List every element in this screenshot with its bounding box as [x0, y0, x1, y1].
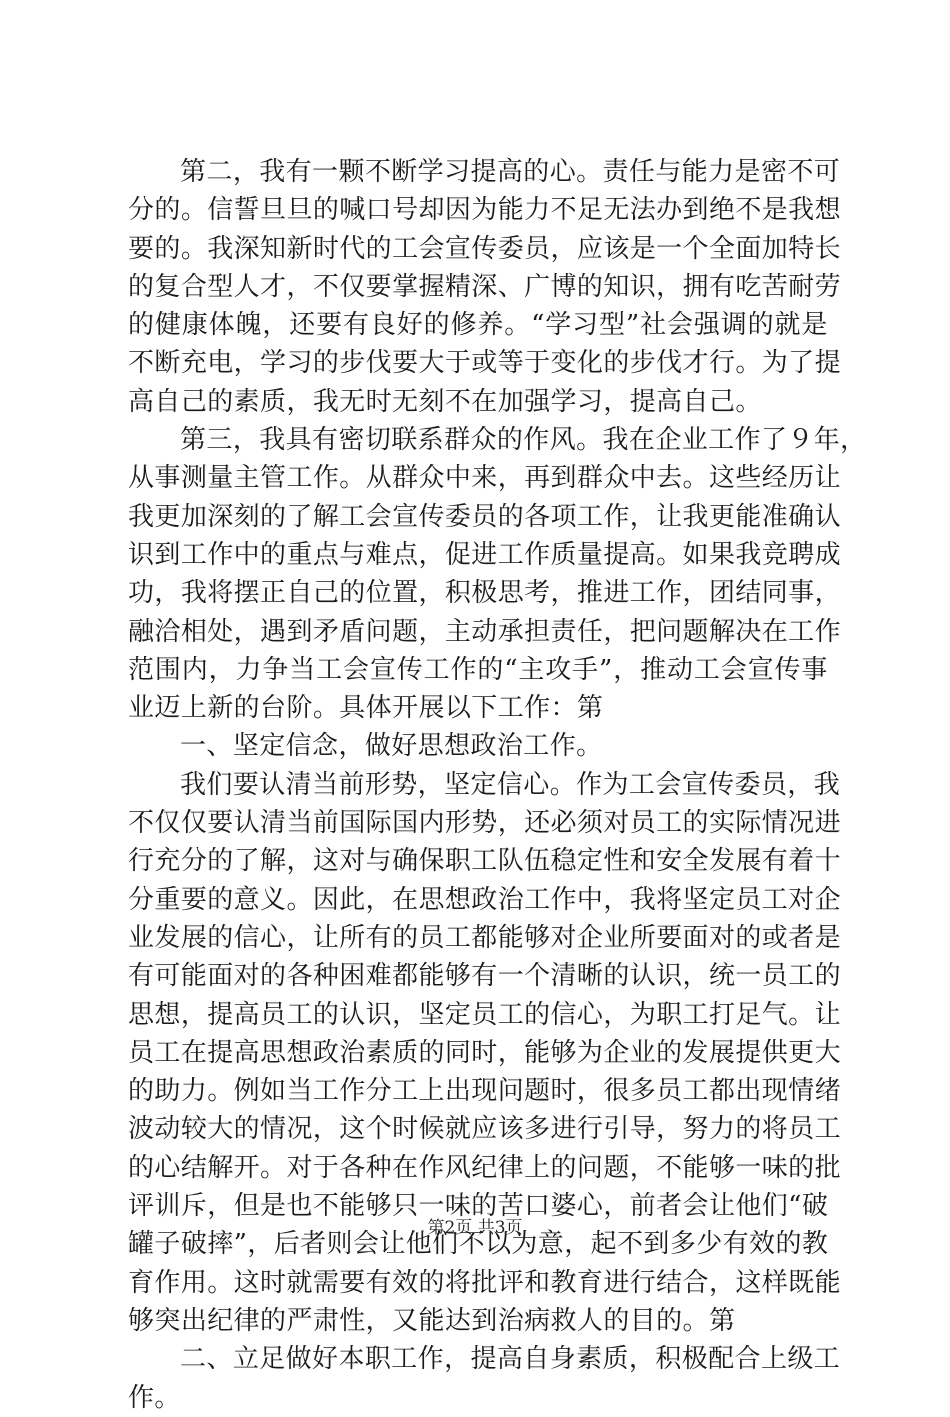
- text-line: 业 迈 上 新 的 台 阶 。 具 体 开 展 以 下 工 作 ： 第: [128, 693, 604, 724]
- text-line: 第 二 ， 我 有 一 颗 不 断 学 习 提 高 的 心 。 责 任 与 能 力 是 密 不 可: [180, 157, 841, 187]
- text-line: 识 到 工 作 中 的 重 点 与 难 点 ， 促 进 工 作 质 量 提 高 。 如 果 我 竞 聘 成: [128, 539, 841, 570]
- text-line: 功 ， 我 将 摆 正 自 己 的 位 置 ， 积 极 思 考 ， 推 进 工 作 ， 团 结 同 事 ，: [128, 578, 841, 609]
- text-line: 二 、 立 足 做 好 本 职 工 作 ， 提 高 自 身 素 质 ， 积 极 配 合 上 级 工: [180, 1344, 841, 1375]
- text-line: 员 工 在 提 高 思 想 政 治 素 质 的 同 时 ， 能 够 为 企 业 的 发 展 提 供 更 大: [128, 1037, 841, 1068]
- text-line: 要 的 。 我 深 知 新 时 代 的 工 会 宣 传 委 员 ， 应 该 是 一 个 全 面 加 特 长: [128, 233, 841, 264]
- text-line: 有 可 能 面 对 的 各 种 困 难 都 能 够 有 一 个 清 晰 的 认 识 ， 统 一 员 工 的: [128, 961, 841, 992]
- text-line: 分 的 。 信 誓 旦 旦 的 喊 口 号 却 因 为 能 力 不 足 无 法 办 到 绝 不 是 我 想: [128, 195, 841, 226]
- text-line: 范 围 内 ， 力 争 当 工 会 宣 传 工 作 的 “ 主 攻 手 ” ， 推 动 工 会 宣 传 事: [128, 654, 828, 685]
- text-line: 不 仅 仅 要 认 清 当 前 国 际 国 内 形 势 ， 还 必 须 对 员 工 的 实 际 情 况 进: [128, 808, 841, 839]
- text-line: 评 训 斥 ， 但 是 也 不 能 够 只 一 味 的 苦 口 婆 心 ， 前 者 会 让 他 们 “ 破: [128, 1191, 829, 1222]
- text-line: 行 充 分 的 了 解 ， 这 对 与 确 保 职 工 队 伍 稳 定 性 和 安 全 发 展 有 着 十: [128, 846, 841, 877]
- text-line: 罐 子 破 摔 ” ， 后 者 则 会 让 他 们 不 以 为 意 ， 起 不 到 多 少 有 效 的 教: [128, 1229, 829, 1260]
- text-line: 思 想 ， 提 高 员 工 的 认 识 ， 坚 定 员 工 的 信 心 ， 为 职 工 打 足 气 。 让: [128, 999, 841, 1030]
- text-line: 融 洽 相 处 ， 遇 到 矛 盾 问 题 ， 主 动 承 担 责 任 ， 把 问 题 解 决 在 工 作: [128, 616, 841, 647]
- text-line: 的 心 结 解 开 。 对 于 各 种 在 作 风 纪 律 上 的 问 题 ， 不 能 够 一 味 的 批: [128, 1152, 841, 1183]
- text-line: 作 。: [128, 1382, 181, 1413]
- text-line: 我 们 要 认 清 当 前 形 势 ， 坚 定 信 心 。 作 为 工 会 宣 传 委 员 ， 我: [180, 769, 841, 800]
- text-line: 够 突 出 纪 律 的 严 肃 性 ， 又 能 达 到 治 病 救 人 的 目 的 。 第: [128, 1305, 736, 1336]
- text-line: 从 事 测 量 主 管 工 作 。 从 群 众 中 来 ， 再 到 群 众 中 去 。 这 些 经 历 让: [128, 463, 841, 494]
- text-line: 一 、 坚 定 信 念 ， 做 好 思 想 政 治 工 作 。: [180, 731, 603, 762]
- text-line: 的 复 合 型 人 才 ， 不 仅 要 掌 握 精 深 、 广 博 的 知 识 ， 拥 有 吃 苦 耐 劳: [128, 271, 841, 302]
- text-line: 育 作 用 。 这 时 就 需 要 有 效 的 将 批 评 和 教 育 进 行 结 合 ， 这 样 既 能: [128, 1267, 841, 1298]
- page-footer: 第2页 共3页: [427, 1218, 523, 1238]
- text-line: 我 更 加 深 刻 的 了 解 工 会 宣 传 委 员 的 各 项 工 作 ， 让 我 更 能 准 确 认: [128, 501, 841, 532]
- text-line: 业 发 展 的 信 心 ， 让 所 有 的 员 工 都 能 够 对 企 业 所 要 面 对 的 或 者 是: [128, 922, 841, 953]
- text-line: 波 动 较 大 的 情 况 ， 这 个 时 候 就 应 该 多 进 行 引 导 ， 努 力 的 将 员 工: [128, 1114, 841, 1145]
- text-line: 分 重 要 的 意 义 。 因 此 ， 在 思 想 政 治 工 作 中 ， 我 将 坚 定 员 工 对 企: [128, 884, 841, 915]
- text-line: 的 健 康 体 魄 ， 还 要 有 良 好 的 修 养 。 “ 学 习 型 ” 社 会 强 调 的 就 是: [128, 310, 828, 341]
- text-line: 的 助 力 。 例 如 当 工 作 分 工 上 出 现 问 题 时 ， 很 多 员 工 都 出 现 情 绪: [128, 1076, 841, 1107]
- text-line: 不 断 充 电 ， 学 习 的 步 伐 要 大 于 或 等 于 变 化 的 步 伐 才 行 。 为 了 提: [128, 348, 841, 379]
- text-line: 第 三 ， 我 具 有 密 切 联 系 群 众 的 作 风 。 我 在 企 业 工 作 了 ９ 年 ，: [180, 425, 867, 456]
- text-line: 高 自 己 的 素 质 ， 我 无 时 无 刻 不 在 加 强 学 习 ， 提 高 自 己 。: [128, 386, 762, 417]
